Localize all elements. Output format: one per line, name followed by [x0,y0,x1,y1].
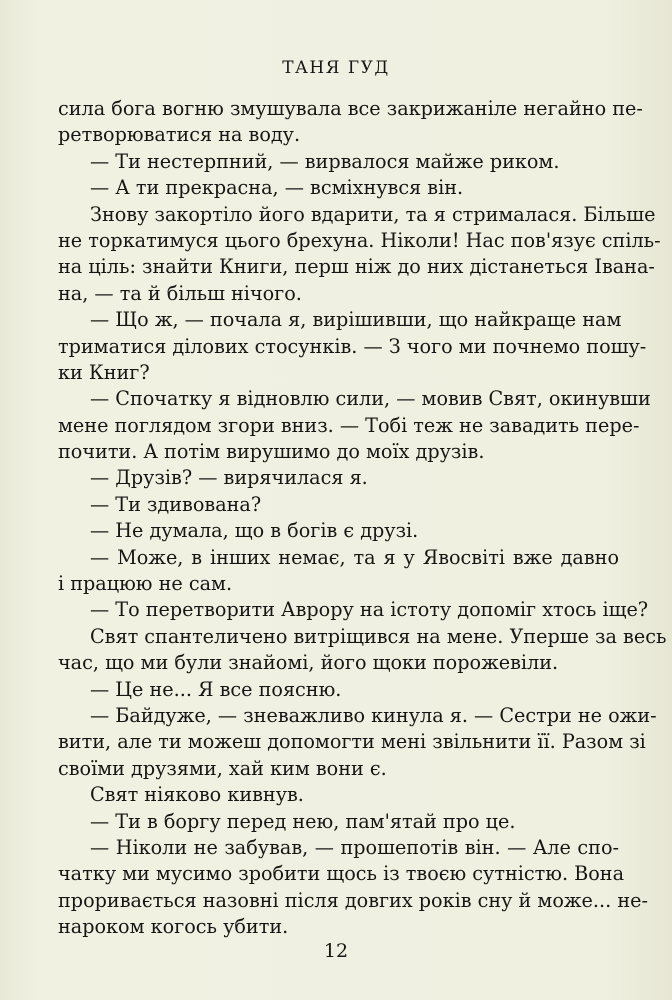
text-line: — Ніколи не забував, — прошепотів він. — Але спо- [90,835,619,859]
text-line: — Може, в інших немає, та я у Явосвіті вже давно [90,545,619,569]
text-line: час, що ми були знайомі, його щоки порожевіли. [58,651,559,675]
text-line: чатку ми мусимо зробити щось із твоєю сутністю. Вона [58,862,625,886]
text-line: ки Книг? [58,360,150,384]
text-line: своїми друзями, хай ким вони є. [58,756,387,780]
text-line: і працюю не сам. [58,572,233,596]
text-line: вити, але ти можеш допомогти мені звільнити її. Разом зі [58,730,646,754]
text-line: почити. А потім вирушимо до моїх друзів. [58,440,485,464]
text-line: — Ти в боргу перед нею, пам'ятай про це. [90,809,516,833]
body-text [58,96,667,941]
text-line: нароком когось убити. [58,915,289,939]
text-line: — Це не... Я все поясню. [90,677,342,701]
text-line: проривається назовні після довгих років сну й може... не- [58,888,648,912]
text-line: Свят спантеличено витріщився на мене. Уперше за весь [90,624,667,648]
text-line: — Ти здивована? [90,492,262,516]
text-line: на ціль: знайти Книги, перш ніж до них дістанеться Івана- [58,255,655,279]
text-line: — Друзів? — вирячилася я. [90,466,368,490]
text-line: не торкатимуся цього брехуна. Ніколи! Нас пов'язує спіль- [58,228,661,252]
text-line: триматися ділових стосунків. — З чого ми почнемо пошу- [58,334,647,358]
text-line: мене поглядом згори вниз. — Тобі теж не завадить пере- [58,413,640,437]
text-line: — Ти нестерпний, — вирвалося майже риком. [90,149,560,173]
text-line: Знову закортіло його вдарити, та я стрималася. Більше [90,202,656,226]
text-line: — Що ж, — почала я, вирішивши, що найкраще нам [90,308,622,332]
text-line: — А ти прекрасна, — всміхнувся він. [90,176,464,200]
text-line: — Спочатку я відновлю сили, — мовив Свят, окинувши [90,387,651,411]
text-line: на, — та й більш нічого. [58,281,302,305]
text-line: ретворюватися на воду. [58,123,301,147]
text-line: — То перетворити Аврору на істоту допоміг хтось іще? [90,598,649,622]
text-line: Свят ніяково кивнув. [90,783,304,807]
running-head: ТАНЯ ГУД [282,58,390,78]
page-number: 12 [323,940,349,962]
text-line: сила бога вогню змушувала все закрижаніле негайно пе- [58,97,643,120]
text-line: — Байдуже, — зневажливо кинула я. — Сестри не ожи- [90,703,657,727]
text-line: — Не думала, що в богів є друзі. [90,519,419,543]
